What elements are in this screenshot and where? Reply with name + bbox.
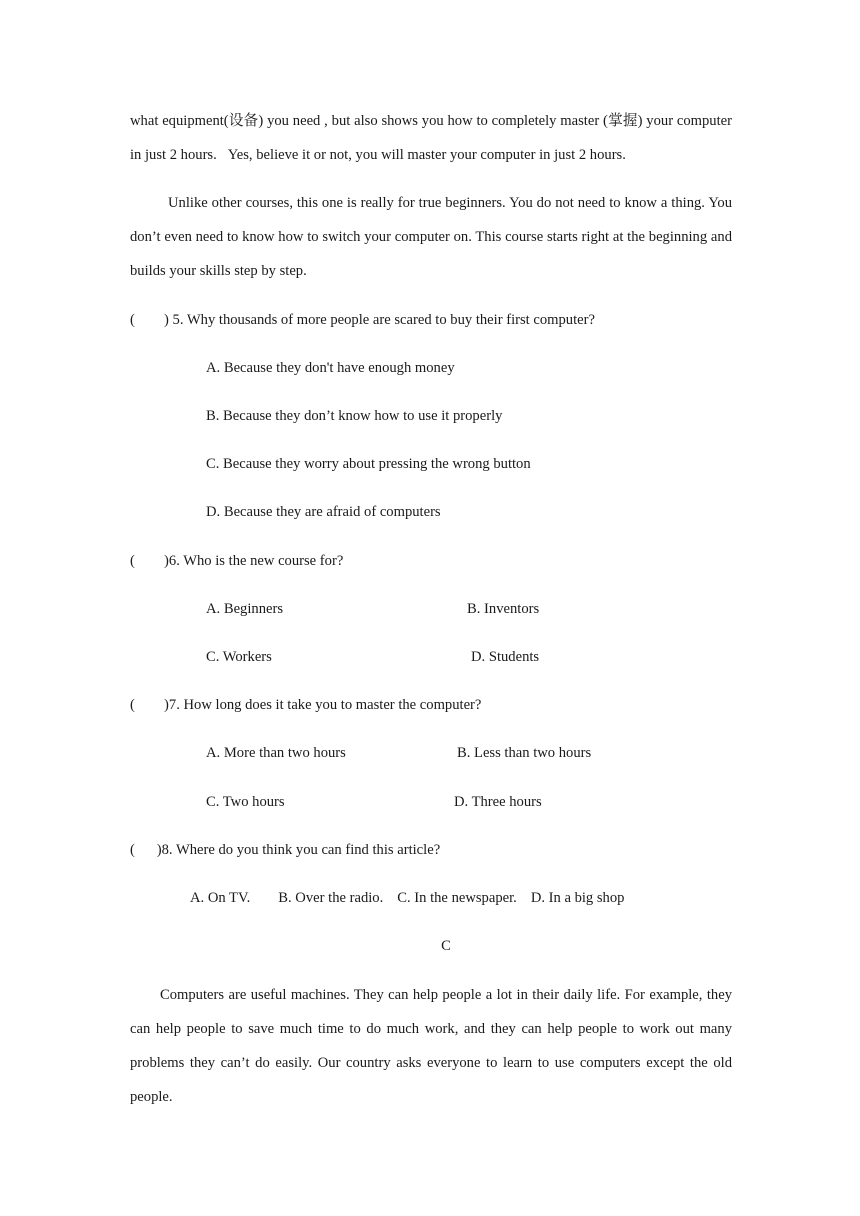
question-6-option-d: D. Students [471, 649, 540, 665]
question-7-option-d: D. Three hours [454, 794, 542, 810]
question-5-option-d: D. Because they are afraid of computers [206, 504, 441, 520]
question-7-option-a: A. More than two hours [206, 745, 346, 761]
question-8-stem: ( )8. Where do you think you can find this article? [130, 842, 441, 858]
passage-b-paragraph-2: Unlike other courses, this one is really for true beginners. You do not need to know a thing. You don’t even need to know how to switch your computer on. This course starts right at the beginning and builds your skills step by step. [130, 195, 732, 279]
question-8-option-d: D. In a big shop [530, 890, 625, 906]
question-8-option-a: A. On TV. [190, 890, 251, 906]
question-8-options [190, 888, 624, 908]
section-c-paragraph-1: Computers are useful machines. They can help people a lot in their daily life. For example, they can help people to save much time to do much work, and they can help people to work out many problems they can’t do easily. Our country asks everyone to learn to use computers except the old people. [130, 987, 732, 1105]
question-5-option-a: A. Because they don't have enough money [206, 360, 455, 376]
question-7-stem: ( )7. How long does it take you to master the computer? [130, 697, 482, 713]
question-6-option-a: A. Beginners [206, 601, 284, 617]
question-5-option-b: B. Because they don’t know how to use it properly [206, 408, 503, 424]
section-c-heading: C [441, 938, 451, 954]
question-7-option-b: B. Less than two hours [457, 745, 592, 761]
question-8-option-b: B. Over the radio. [278, 890, 384, 906]
question-6-option-c: C. Workers [206, 649, 272, 665]
question-5-stem: ( ) 5. Why thousands of more people are scared to buy their first computer? [130, 312, 595, 328]
question-8-option-c: C. In the newspaper. [397, 890, 517, 906]
question-6-option-b: B. Inventors [467, 601, 540, 617]
question-6-stem: ( )6. Who is the new course for? [130, 553, 344, 569]
passage-b-paragraph-1: what equipment(设备) you need , but also shows you how to completely master (掌握) your computer in just 2 hours. Yes, believe it or not, you will master your computer in just 2 hours. [130, 113, 732, 163]
question-5-option-c: C. Because they worry about pressing the wrong button [206, 456, 531, 472]
question-7-option-c: C. Two hours [206, 794, 285, 810]
